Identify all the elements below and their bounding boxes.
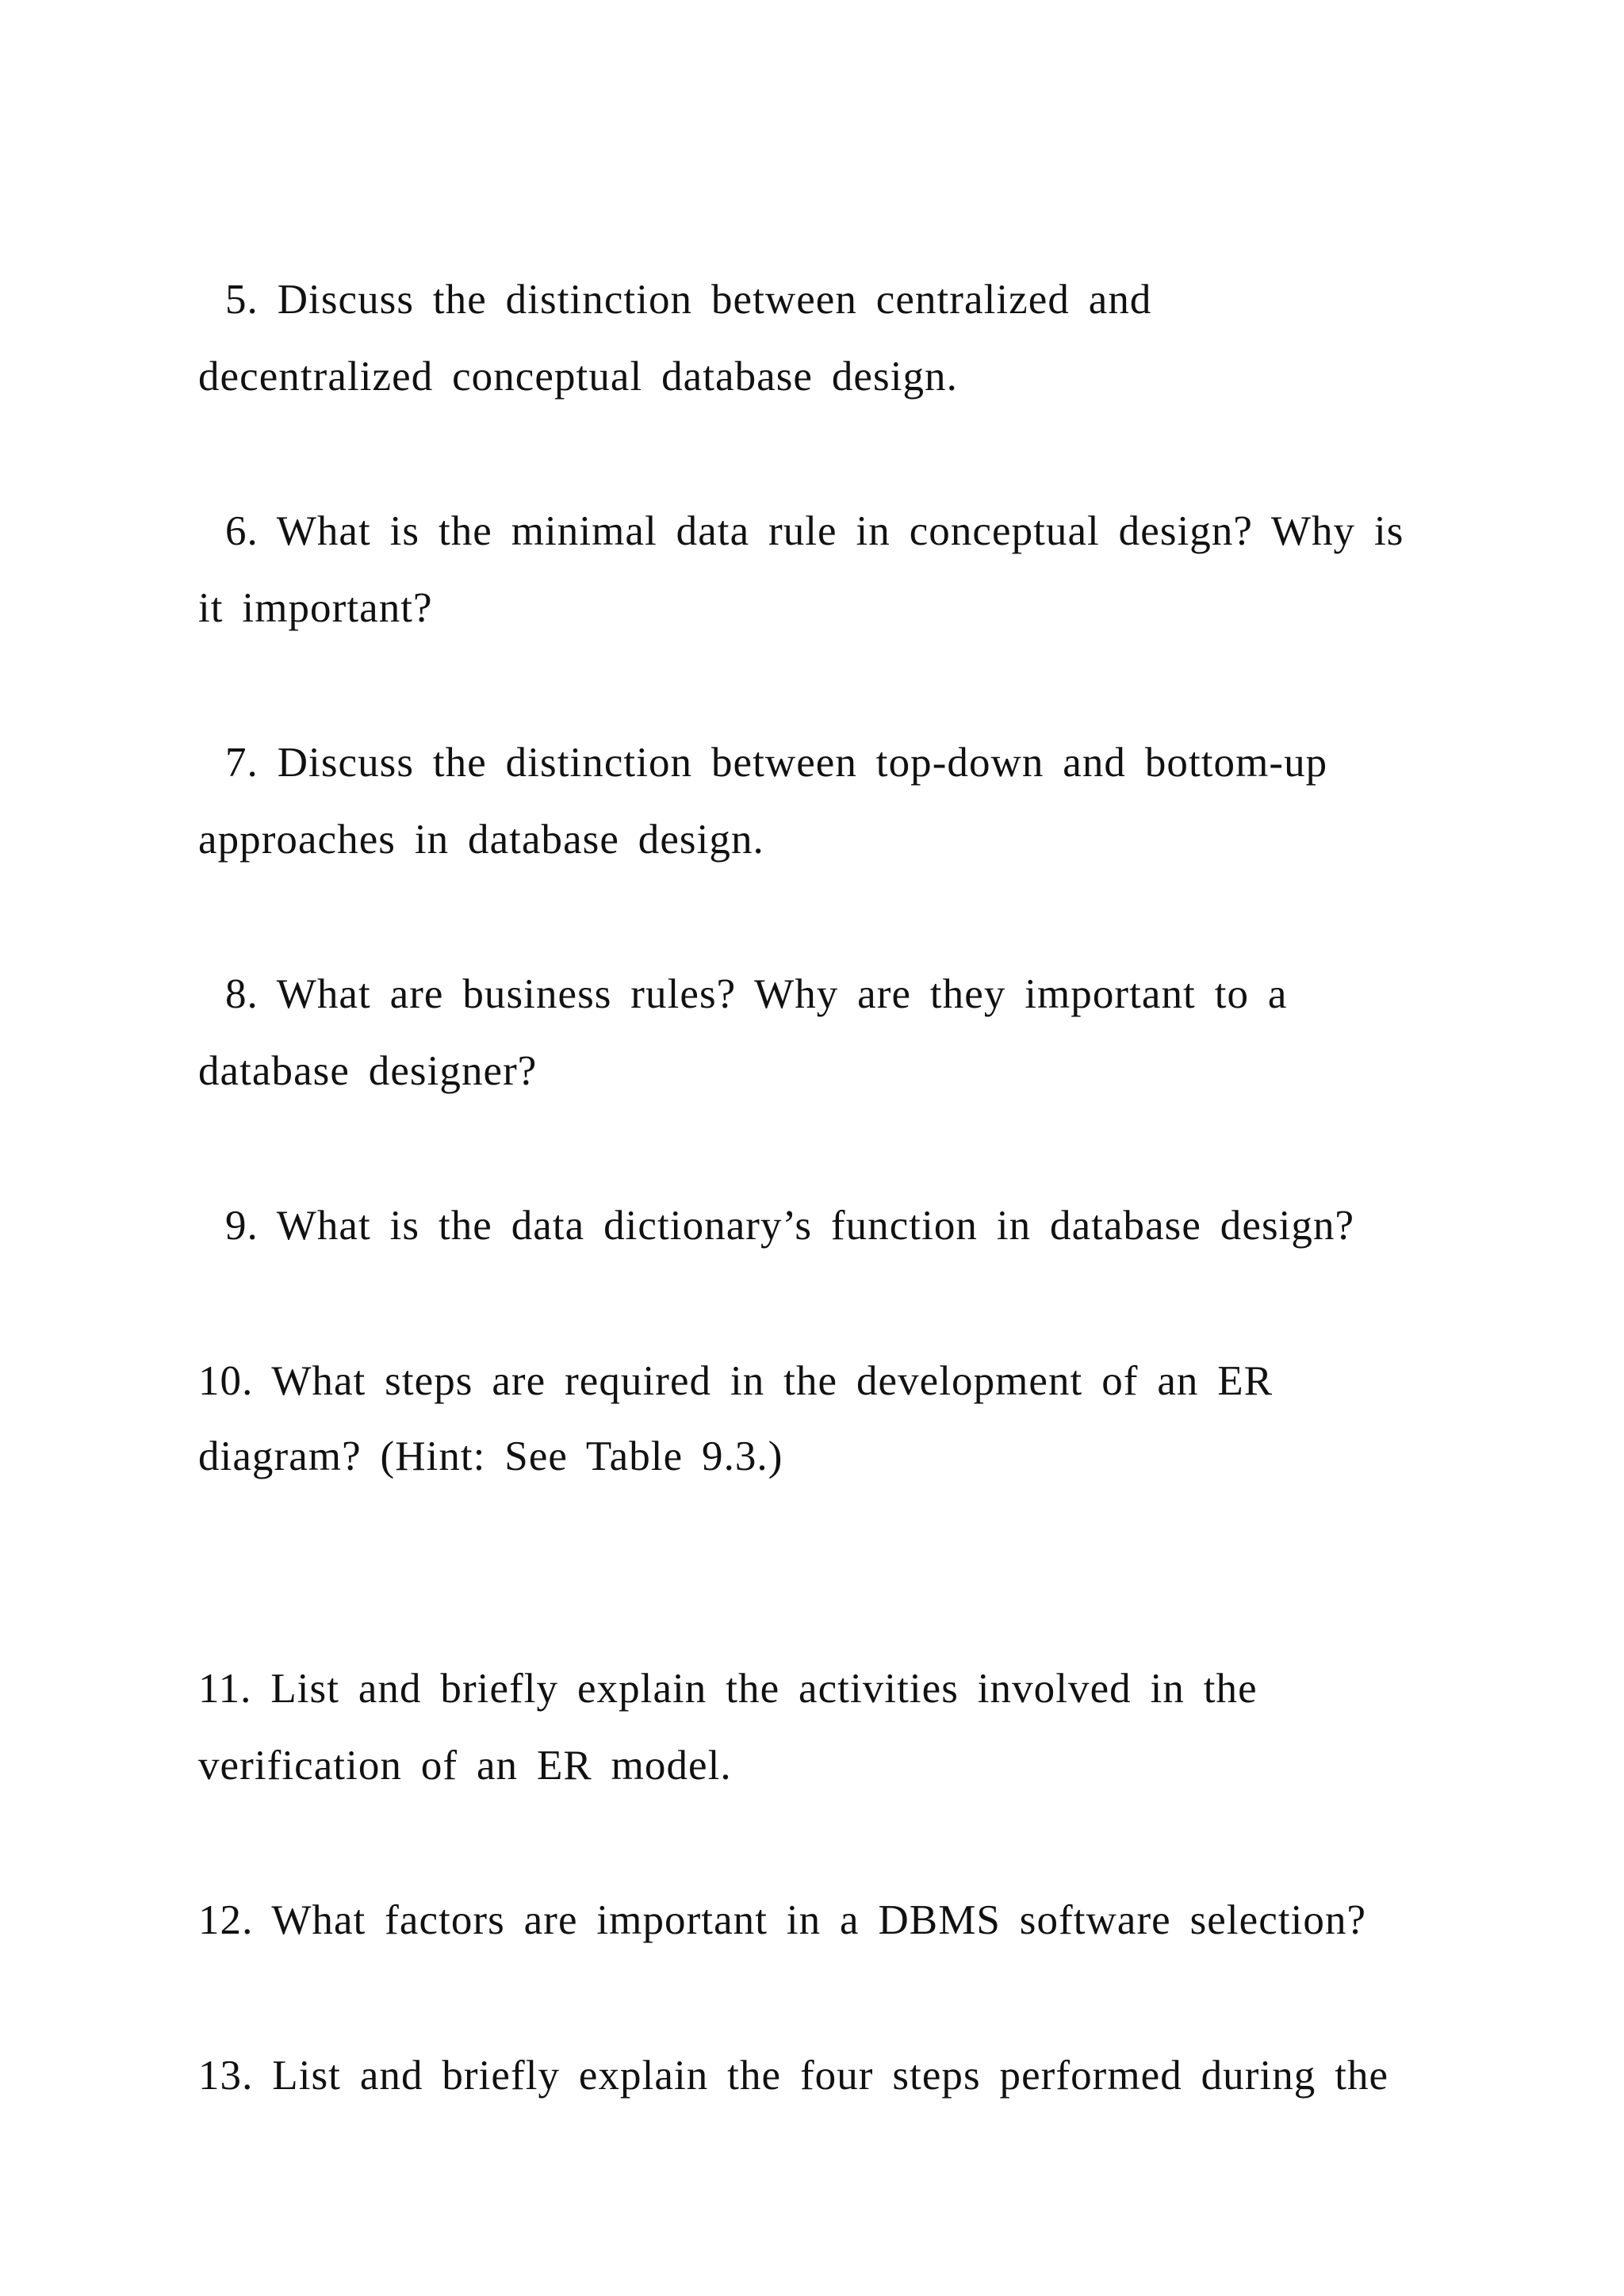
question-10-line-2: diagram? (Hint: See Table 9.3.) xyxy=(198,1433,783,1479)
question-8-line-1: 8. What are business rules? Why are they important to a xyxy=(225,971,1288,1017)
question-8-line-2: database designer? xyxy=(198,1048,538,1094)
question-6-line-1: 6. What is the minimal data rule in conceptual design? Why is xyxy=(225,508,1404,554)
question-7-line-2: approaches in database design. xyxy=(198,817,764,863)
question-11-line-1: 11. List and briefly explain the activities involved in the xyxy=(198,1666,1258,1712)
question-10-line-1: 10. What steps are required in the development of an ER xyxy=(198,1358,1274,1404)
question-7-line-1: 7. Discuss the distinction between top-down and bottom-up xyxy=(225,740,1328,786)
question-5-line-1: 5. Discuss the distinction between centralized and xyxy=(225,277,1152,323)
question-12-line-1: 12. What factors are important in a DBMS software selection? xyxy=(198,1897,1367,1943)
question-13-line-1: 13. List and briefly explain the four steps performed during the xyxy=(198,2053,1389,2099)
question-5-line-2: decentralized conceptual database design. xyxy=(198,354,958,400)
question-6-line-2: it important? xyxy=(198,585,433,631)
question-9-line-1: 9. What is the data dictionary’s function in database design? xyxy=(225,1203,1355,1249)
question-11-line-2: verification of an ER model. xyxy=(198,1743,732,1789)
